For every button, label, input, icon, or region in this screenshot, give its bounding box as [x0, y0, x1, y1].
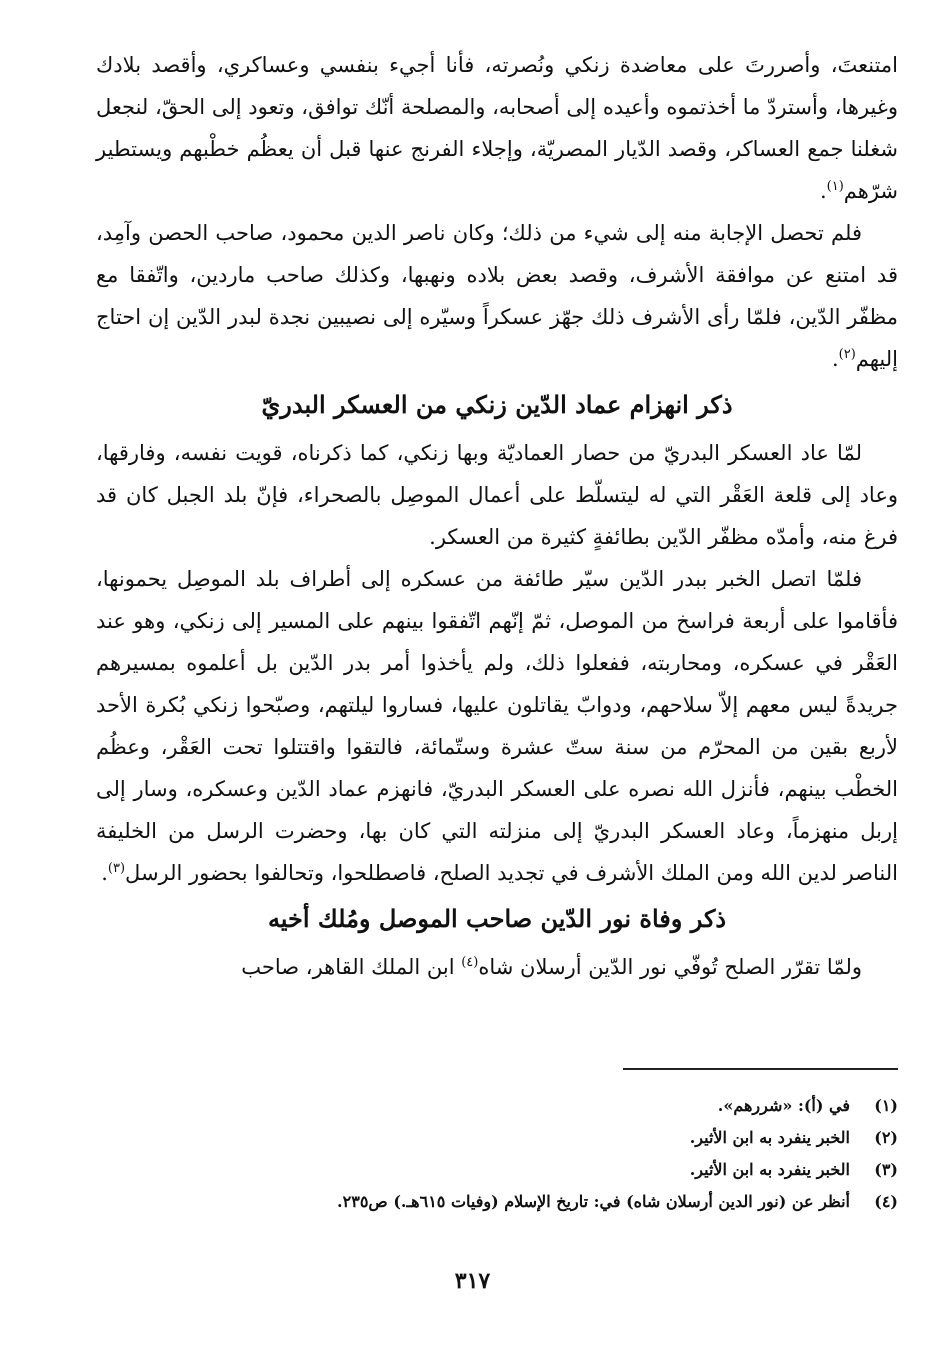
footnote-item	[160, 1154, 898, 1186]
page-number: ٣١٧	[454, 1268, 491, 1294]
footnote-reference: (١)	[826, 179, 844, 194]
paragraph-end: .	[819, 179, 827, 203]
footnote-reference: (٢)	[838, 347, 856, 362]
body-paragraph	[96, 946, 898, 988]
footnote-text: الخبر ينفرد به ابن الأثير.	[689, 1160, 850, 1179]
footnote-reference: (٤)	[461, 955, 479, 970]
paragraph-end: .	[831, 347, 839, 371]
footnote-divider	[623, 1068, 898, 1070]
footnotes	[160, 1090, 898, 1218]
footnote-item	[160, 1186, 898, 1218]
body-paragraph	[96, 212, 898, 380]
paragraph-text: ابن الملك القاهر، صاحب	[241, 955, 462, 979]
body-paragraph	[96, 44, 898, 212]
paragraph-text: فلمّا اتصل الخبر ببدر الدّين سيّر طائفة من عسكره إلى أطراف بلد الموصِل يحمونها، فأقاموا على أربعة فراسخ من الموصل، ثمّ إنّهم اتّفقوا بينهم على المسير إلى زنكي، وهو عند العَقْر في عسكره، ومحاربته، ففعلوا ذلك، ولم يأخذوا أمر بدر الدّين بل أعلموه بمسيرهم جريدةً ليس معهم إلاّ سلاحهم، ودوابّ يقاتلون عليها، فساروا ليلتهم، وصبّحوا زنكي بُكرة الأحد لأربع بقين من المحرّم من سنة ستّ عشرة وستّمائة، فالتقوا واقتتلوا تحت العَقْر، وعظُم الخطْب بينهم، فأنزل الله نصره على العسكر البدريّ، فانهزم عماد الدّين وعسكره، وسار إلى إربل منهزماً، وعاد العسكر البدريّ إلى منزلته التي كان بها، وحضرت الرسل من الخليفة الناصر لدين الله ومن الملك الأشرف في تجديد الصلح، فاصطلحوا، وتحالفوا بحضور الرسل	[96, 567, 898, 885]
page-body	[96, 44, 898, 988]
footnote-text: أنظر عن (نور الدين أرسلان شاه) في: تاريخ الإسلام (وفيات ٦١٥هـ.) ص٢٣٥.	[337, 1192, 850, 1211]
footnote-number: (٤)	[874, 1192, 898, 1211]
footnote-item	[160, 1090, 898, 1122]
section-heading: ذكر انهزام عماد الدّين زنكي من العسكر البدريّ	[261, 390, 733, 419]
paragraph-text: ولمّا تقرّر الصلح تُوفّي نور الدّين أرسلان شاه	[478, 955, 862, 979]
footnote-text: الخبر ينفرد به ابن الأثير.	[689, 1128, 850, 1147]
paragraph-text: فلم تحصل الإجابة منه إلى شيء من ذلك؛ وكان ناصر الدين محمود، صاحب الحصن وآمِد، قد امتنع عن موافقة الأشرف، وقصد بعض بلاده ونهبها، وكذلك صاحب ماردين، واتّفقا مع مظفّر الدّين، فلمّا رأى الأشرف ذلك جهّز عسكراً وسيّره إلى نصيبين نجدة لبدر الدّين إن احتاج إليهم	[96, 221, 898, 371]
footnote-number: (١)	[874, 1096, 898, 1115]
footnote-text: في (أ): «شررهم».	[717, 1096, 850, 1115]
section-heading: ذكر وفاة نور الدّين صاحب الموصل ومُلك أخيه	[267, 904, 727, 933]
footnote-reference: (٣)	[107, 861, 126, 876]
paragraph-text: لمّا عاد العسكر البدريّ من حصار العماديّة وبها زنكي، كما ذكرناه، قويت نفسه، وفارقها، وعاد إلى قلعة العَقْر التي له ليتسلّط على أعمال الموصِل بالصحراء، فإنّ بلد الجبل كان قد فرغ منه، وأمدّه مظفّر الدّين بطائفةٍ كثيرة من العسكر.	[96, 441, 898, 549]
body-paragraph	[96, 558, 898, 894]
body-paragraph	[96, 432, 898, 558]
paragraph-end: .	[101, 861, 108, 885]
footnote-number: (٢)	[874, 1128, 898, 1147]
paragraph-text: امتنعتَ، وأصررتَ على معاضدة زنكي ونُصرته، فأنا أجيء بنفسي وعساكري، وأقصد بلادك وغيرها، وأستردّ ما أخذتموه وأعيده إلى أصحابه، والمصلحة أنّك توافق، وتعود إلى الحقّ، لنجعل شغلنا جمع العساكر، وقصد الدّيار المصريّة، وإجلاء الفرنج عنها قبل أن يعظُم خطْبهم ويستطير شرّهم	[96, 53, 898, 203]
footnote-number: (٣)	[874, 1160, 898, 1179]
footnote-item	[160, 1122, 898, 1154]
